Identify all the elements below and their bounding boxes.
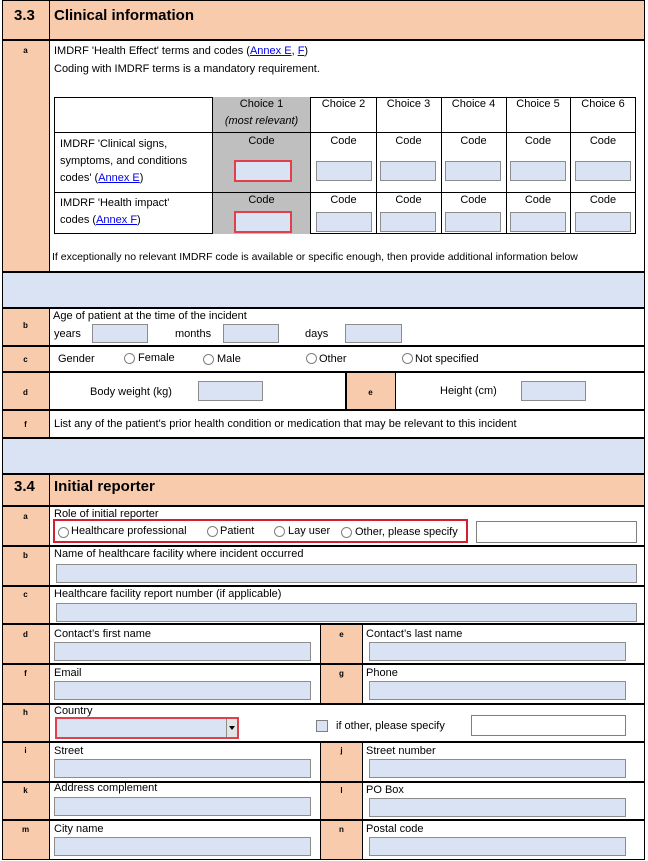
annex-f-link[interactable]: Annex F [96,214,138,226]
days-input[interactable] [345,324,402,343]
impact-code-choice-4-input[interactable] [445,212,501,232]
prior-health-label: List any of the patient's prior health condition or medication that may be relevant to this incident [54,418,517,430]
months-label: months [175,328,212,340]
impact-code-choice-1-input[interactable] [234,211,292,233]
facility-name-label: Name of healthcare facility where incident occurred [54,548,304,560]
first-name-input[interactable] [54,642,311,661]
code-label: Code [395,194,422,206]
code-label: Code [330,194,357,206]
address-complement-label: Address complement [54,782,158,794]
impact-code-choice-3-input[interactable] [380,212,436,232]
facility-name-input[interactable] [56,564,637,583]
role-lay-user-label: Lay user [288,525,331,537]
gender-female-label: Female [138,352,175,364]
col-divider [441,97,442,234]
row-letter-n: n [339,825,344,834]
health-effect-heading: IMDRF 'Health Effect' terms and codes (Annex E, F) [54,45,309,57]
role-other-radio[interactable] [341,527,352,538]
email-input[interactable] [54,681,311,700]
choice-5-header: Choice 5 [516,98,560,110]
body-weight-input[interactable] [198,381,263,401]
city-name-input[interactable] [54,837,311,856]
section-3-3-title: Clinical information [54,7,195,24]
country-dropdown-button[interactable] [226,719,237,737]
health-impact-label: IMDRF 'Health impact' codes (Annex F) [60,197,170,226]
role-label: Role of initial reporter [54,508,159,520]
gender-not-specified-label: Not specified [415,353,479,365]
no-code-note: If exceptionally no relevant IMDRF code is available or specific enough, then provide additional information below [52,251,578,263]
role-healthcare-professional-radio[interactable] [58,527,69,538]
row-letter-c: c [23,355,28,364]
street-input[interactable] [54,759,311,778]
row-letter-a: a [23,46,28,55]
annex-e-link[interactable]: Annex E [98,172,140,184]
years-label: years [54,328,81,340]
choice-2-header: Choice 2 [321,98,366,110]
code-label: Code [395,135,422,147]
height-label: Height (cm) [440,385,497,397]
row-letter-k: k [23,786,28,795]
choice-3-header: Choice 3 [386,98,431,110]
role-other-specify-input[interactable] [476,521,637,543]
row-letter-g: g [339,669,344,678]
impact-code-choice-6-input[interactable] [575,212,631,232]
mandatory-note: Coding with IMDRF terms is a mandatory requirement. [54,63,320,75]
role-lay-user-radio[interactable] [274,526,285,537]
col-divider [376,97,377,234]
row-letter-e: e [339,630,344,639]
gender-male-radio[interactable] [203,354,214,365]
code-label: Code [330,135,357,147]
phone-input[interactable] [369,681,626,700]
gender-female-radio[interactable] [124,353,135,364]
country-select[interactable] [55,717,239,739]
postal-code-input[interactable] [369,837,626,856]
gender-other-label: Other [319,353,347,365]
facility-report-label: Healthcare facility report number (if applicable) [54,588,282,600]
role-patient-radio[interactable] [207,526,218,537]
gender-not-specified-radio[interactable] [402,353,413,364]
row-divider [54,192,636,193]
prior-health-input[interactable] [2,438,645,474]
row-letter-j: j [340,746,343,755]
code-label: Code [248,194,275,206]
code-label: Code [248,135,275,147]
country-other-checkbox[interactable] [316,720,328,732]
impact-code-choice-5-input[interactable] [510,212,566,232]
section-3-3-number: 3.3 [14,7,35,24]
street-number-input[interactable] [369,759,626,778]
col-divider [570,97,571,234]
chevron-down-icon [229,726,235,730]
address-complement-input[interactable] [54,797,311,816]
clinical-code-choice-6-input[interactable] [575,161,631,181]
section-3-4-number: 3.4 [14,478,35,495]
row-letter-a: a [23,512,28,521]
clinical-code-choice-2-input[interactable] [316,161,372,181]
choice-4-header: Choice 4 [451,98,496,110]
clinical-signs-label: IMDRF 'Clinical signs, symptoms, and conditions codes' (Annex E) [60,138,188,184]
years-input[interactable] [92,324,148,343]
annex-e-link[interactable]: Annex E [249,45,292,57]
row-letter-b: b [23,321,28,330]
code-label: Code [460,135,487,147]
row-letter-b: b [23,551,28,560]
row-letter-d: d [23,630,28,639]
choice-1-header: Choice 1 [239,98,284,110]
height-input[interactable] [521,381,586,401]
code-label: Code [589,194,617,206]
row-letter-f: f [24,420,27,429]
street-number-label: Street number [366,745,436,757]
annex-f-link[interactable]: F [297,45,305,57]
phone-label: Phone [366,667,398,679]
facility-report-input[interactable] [56,603,637,622]
code-label: Code [589,135,617,147]
impact-code-choice-2-input[interactable] [316,212,372,232]
age-title: Age of patient at the time of the incident [53,310,247,322]
first-name-label: Contact’s first name [54,628,152,640]
col-divider [506,97,507,234]
city-name-label: City name [54,823,104,835]
row-letter-f: f [24,669,27,678]
gender-male-label: Male [217,353,241,365]
code-label: Code [460,194,487,206]
po-box-input[interactable] [369,798,626,817]
additional-info-input[interactable] [2,272,645,308]
row-letter-h: h [23,708,28,717]
clinical-code-choice-4-input[interactable] [445,161,501,181]
row-letter-e: e [368,388,373,397]
country-other-label: if other, please specify [336,720,445,732]
row-letter-m: m [21,825,30,834]
role-patient-label: Patient [220,525,255,537]
role-other-label: Other, please specify [355,526,458,538]
choice-6-header: Choice 6 [581,98,625,110]
country-other-input[interactable] [471,715,626,736]
clinical-code-choice-1-input[interactable] [234,160,292,182]
code-label: Code [524,194,552,206]
row-letter-i: i [24,746,27,755]
country-label: Country [54,705,93,717]
most-relevant-label: (most relevant) [224,115,299,127]
code-label: Code [524,135,552,147]
email-label: Email [54,667,82,679]
row-letter-l: l [340,786,343,795]
street-label: Street [54,745,84,757]
days-label: days [305,328,329,340]
row-letter-c: c [23,590,28,599]
clinical-code-choice-5-input[interactable] [510,161,566,181]
role-healthcare-professional-label: Healthcare professional [71,525,187,537]
po-box-label: PO Box [366,784,404,796]
row-letter-d: d [23,388,28,397]
clinical-code-choice-3-input[interactable] [380,161,436,181]
months-input[interactable] [223,324,279,343]
body-weight-label: Body weight (kg) [90,386,172,398]
postal-code-label: Postal code [366,823,424,835]
last-name-label: Contact’s last name [366,628,463,640]
gender-other-radio[interactable] [306,353,317,364]
row-e-frame [395,372,645,410]
gender-label: Gender [58,353,95,365]
section-3-3-letter-column [2,40,50,272]
section-3-4-title: Initial reporter [54,478,155,495]
row-divider [54,132,636,133]
last-name-input[interactable] [369,642,626,661]
